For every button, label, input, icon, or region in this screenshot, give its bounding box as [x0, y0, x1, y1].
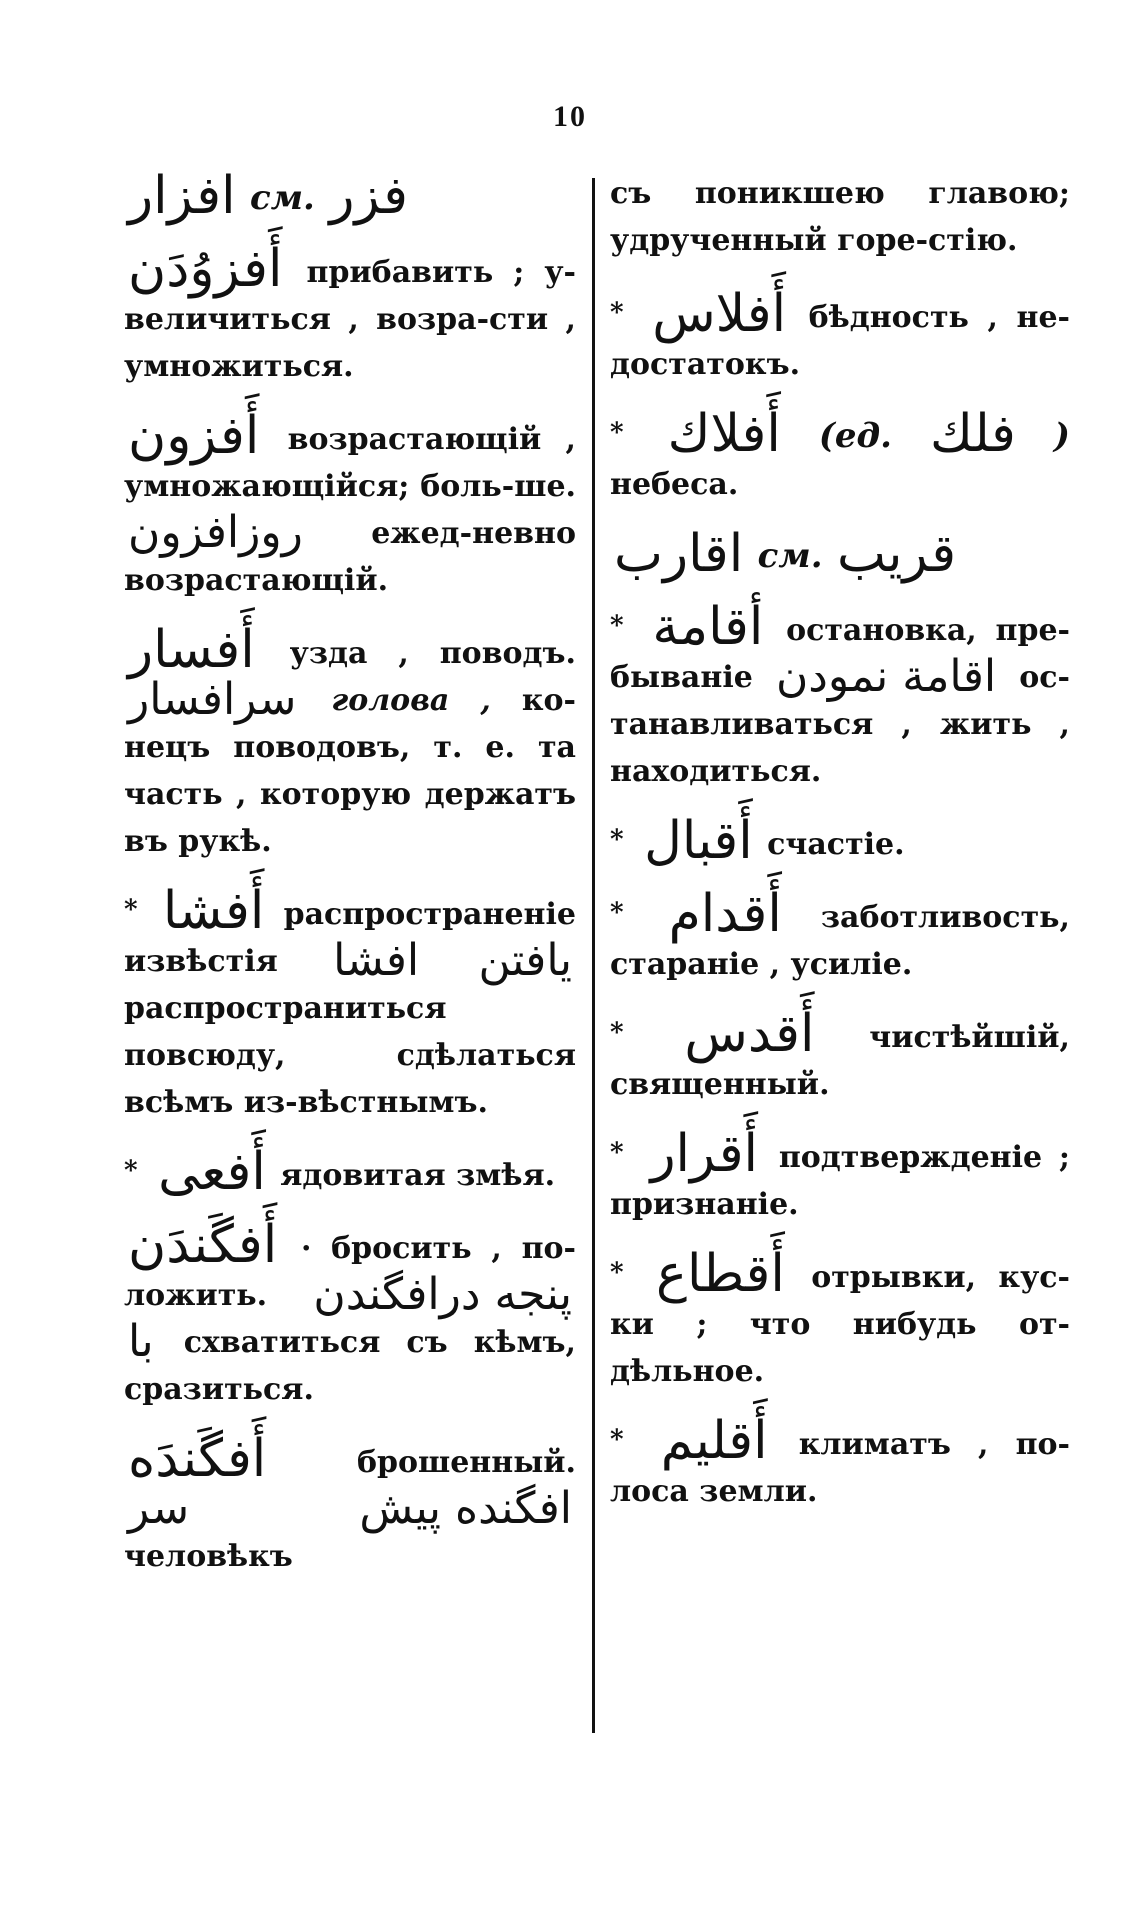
arabic-headword: أَقطاع: [655, 1244, 785, 1304]
definition-text: ежед-невно возрастающій.: [124, 516, 576, 598]
dictionary-entry: [124, 1215, 576, 1413]
arabic-reference: فزر: [329, 166, 409, 226]
definition-text: счастіе.: [767, 827, 905, 862]
continued-definition: съ поникшею главою; удрученный горе-стію.: [610, 176, 1070, 258]
arabic-headword: أَفزوُدَن: [128, 239, 283, 299]
dictionary-entry: [610, 1411, 1071, 1515]
dictionary-entry: [124, 239, 576, 390]
arabic-phrase: افگنده پیش: [359, 1483, 572, 1534]
asterisk-mark: *: [610, 825, 624, 855]
arabic-headword: افزار: [128, 166, 236, 226]
dictionary-entry: [124, 620, 576, 865]
arabic-headword: أَفزون: [128, 406, 260, 466]
italic-gloss: голова ,: [331, 683, 491, 718]
definition-text: бѣдность , не-достатокъ.: [610, 300, 1070, 382]
definition-text: климатъ , по-лоса земли.: [610, 1427, 1071, 1509]
dictionary-entry: [610, 884, 1070, 988]
definition-text: возрастающій , умножающійся; боль-ше.: [124, 422, 576, 504]
arabic-headword: أَقليم: [660, 1411, 768, 1471]
asterisk-mark: *: [610, 1258, 624, 1288]
closing-paren: ): [1053, 416, 1071, 456]
arabic-headword: أَفعى: [158, 1142, 266, 1202]
dictionary-entry: [124, 881, 576, 1126]
arabic-phrase: روزافزون: [128, 507, 303, 558]
arabic-headword: أَفلاك: [667, 404, 781, 464]
asterisk-mark: *: [610, 1425, 624, 1455]
definition-text: · бросить , по-ложить.: [124, 1231, 576, 1313]
abbreviation: см.: [757, 536, 823, 576]
dictionary-entry: [610, 1004, 1070, 1108]
right-column: [610, 170, 1070, 1535]
arabic-headword: أَقدس: [684, 1004, 815, 1064]
abbreviation: (ед.: [818, 416, 893, 456]
arabic-phrase: اقامة نمودن: [775, 651, 997, 702]
arabic-headword: أَقبال: [644, 811, 753, 871]
page-number: 10: [553, 100, 587, 133]
dictionary-entry: [610, 1244, 1071, 1395]
definition-text: отрывки, кус-ки ; что нибудь от-дѣльное.: [610, 1260, 1071, 1389]
dictionary-entry: [610, 524, 1070, 584]
definition-text: остановка, пре-бываніе: [610, 613, 1070, 695]
column-divider: [592, 178, 595, 1733]
dictionary-entry: [610, 284, 1070, 388]
definition-text: ядовитая змѣя.: [280, 1158, 556, 1193]
dictionary-entry: [610, 811, 1070, 871]
dictionary-entry: [610, 1124, 1070, 1228]
arabic-phrase: سرافسار: [128, 674, 297, 725]
definition-text: подтвержденіе ; признаніе.: [610, 1140, 1070, 1222]
definition-text: брошенный.: [356, 1445, 576, 1480]
dictionary-entry: [124, 406, 576, 604]
asterisk-mark: *: [610, 898, 624, 928]
definition-text: человѣкъ: [124, 1539, 293, 1574]
arabic-phrase: سر: [128, 1483, 190, 1534]
arabic-headword: أَفگَندَه: [128, 1429, 267, 1489]
asterisk-mark: *: [124, 895, 138, 925]
arabic-phrase: يافتن: [478, 935, 572, 986]
asterisk-mark: *: [610, 298, 624, 328]
dictionary-entry: [124, 166, 576, 226]
definition-text: распространиться повсюду, сдѣлаться всѣмъ из-вѣстнымъ.: [124, 991, 576, 1120]
arabic-reference: فلك: [930, 404, 1016, 464]
asterisk-mark: *: [124, 1156, 138, 1186]
arabic-headword: أَقرار: [650, 1124, 758, 1184]
dictionary-entry: [124, 1142, 576, 1202]
asterisk-mark: *: [610, 1138, 624, 1168]
arabic-headword: أَفشا: [162, 881, 265, 941]
arabic-headword: أَفسار: [128, 620, 255, 680]
arabic-headword: أقامة: [652, 597, 764, 657]
arabic-headword: أَقدام: [668, 884, 782, 944]
left-column: [124, 166, 576, 1600]
definition-text: прибавить ; у-величиться , возра-сти , умножиться.: [124, 255, 576, 384]
arabic-reference: قريب: [837, 524, 957, 584]
definition-text: узда , поводъ.: [289, 636, 576, 671]
definition-text: схватиться съ кѣмъ, сразиться.: [124, 1325, 576, 1407]
arabic-headword: أَفلاس: [652, 284, 787, 344]
arabic-headword: أَفگَندَن: [128, 1215, 278, 1275]
dictionary-entry: [610, 597, 1070, 795]
definition-text: небеса.: [610, 467, 739, 502]
arabic-phrase: با: [128, 1316, 154, 1367]
arabic-phrase: پنجه درافگندن: [313, 1269, 572, 1320]
definition-text: заботливость, стараніе , усиліе.: [610, 900, 1070, 982]
definition-text: ос-танавливаться , жить , находиться.: [610, 660, 1070, 789]
arabic-headword: اقارب: [614, 524, 744, 584]
definition-text: распространеніе извѣстія: [124, 897, 576, 979]
abbreviation: см.: [250, 178, 315, 218]
asterisk-mark: *: [610, 611, 624, 641]
asterisk-mark: *: [610, 418, 624, 448]
dictionary-entry: [124, 1429, 576, 1580]
arabic-phrase: افشا: [333, 935, 420, 986]
dictionary-entry: [610, 404, 1071, 508]
asterisk-mark: *: [610, 1018, 624, 1048]
definition-text: чистѣйшій, священный.: [610, 1020, 1070, 1102]
definition-text: ко-нецъ поводовъ, т. е. та часть , которую держатъ въ рукѣ.: [124, 683, 576, 859]
